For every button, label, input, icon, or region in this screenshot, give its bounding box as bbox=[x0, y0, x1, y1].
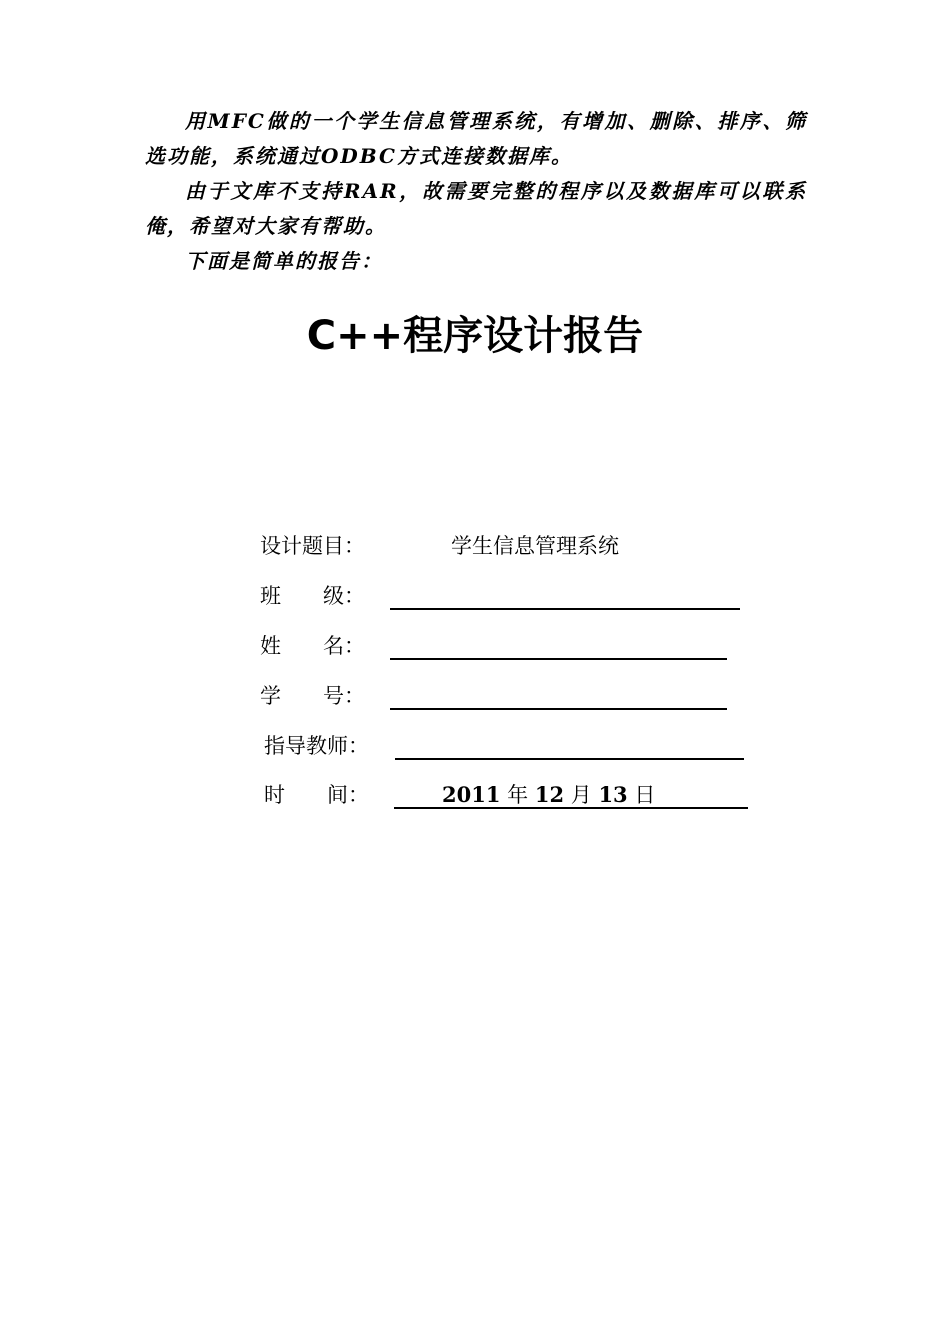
intro-paragraph: 下面是简单的报告： bbox=[185, 249, 383, 273]
intro-text bbox=[145, 104, 807, 279]
name-label: 姓 名： bbox=[260, 634, 365, 658]
topic-label: 设计题目： bbox=[260, 534, 365, 558]
class-field-line bbox=[390, 608, 740, 610]
name-field-line bbox=[390, 658, 727, 660]
student-id-label: 学 号： bbox=[260, 684, 365, 708]
advisor-label: 指导教师： bbox=[264, 734, 369, 758]
date-year-unit: 年 bbox=[507, 783, 529, 807]
date-day-unit: 日 bbox=[634, 783, 656, 807]
date-year: 2011 bbox=[442, 782, 501, 807]
class-label: 班 级： bbox=[260, 584, 365, 608]
time-label: 时 间： bbox=[264, 783, 369, 807]
date-month: 12 bbox=[534, 782, 565, 807]
info-row-student-id bbox=[260, 680, 740, 712]
info-row-topic bbox=[260, 530, 740, 562]
date-day: 13 bbox=[598, 782, 628, 807]
intro-paragraph: 用MFC做的一个学生信息管理系统，有增加、删除、排序、筛选功能，系统通过ODBC方式连接数据库。 bbox=[145, 109, 807, 168]
report-title: C++程序设计报告 bbox=[306, 313, 644, 359]
info-row-class bbox=[260, 580, 740, 612]
date-value bbox=[442, 779, 655, 809]
info-row-time bbox=[264, 779, 750, 811]
topic-value: 学生信息管理系统 bbox=[451, 534, 619, 558]
advisor-field-line bbox=[395, 758, 744, 760]
intro-paragraph: 由于文库不支持RAR，故需要完整的程序以及数据库可以联系俺，希望对大家有帮助。 bbox=[145, 179, 807, 238]
info-row-name bbox=[260, 630, 740, 662]
time-field-line bbox=[394, 807, 748, 809]
student-id-field-line bbox=[390, 708, 727, 710]
date-month-unit: 月 bbox=[570, 783, 592, 807]
info-row-advisor bbox=[264, 730, 746, 762]
